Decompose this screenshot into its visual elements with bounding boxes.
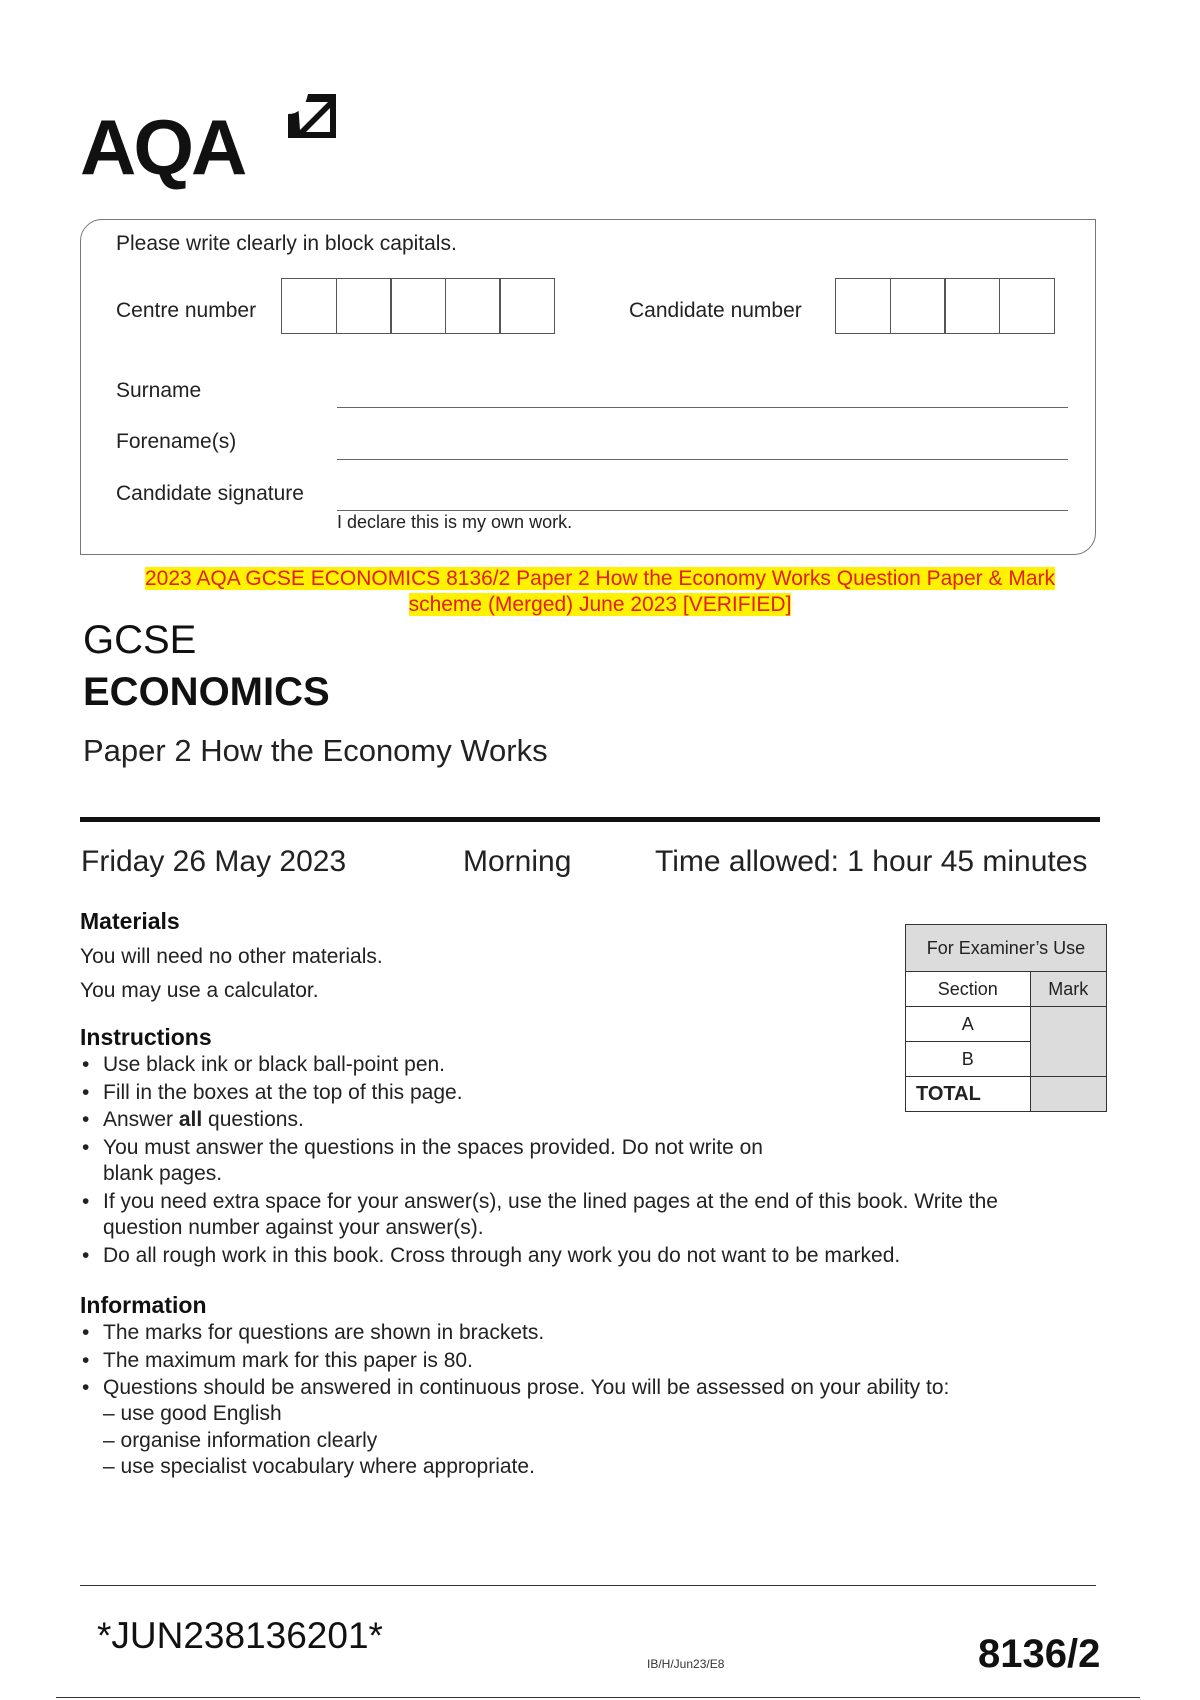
- information-item: • The marks for questions are shown in brackets.: [80, 1320, 1080, 1347]
- item5-line1: If you need extra space for your answer(s), use the lined pages at the end of this book. Write the: [103, 1189, 998, 1213]
- document-title-banner: [80, 566, 1120, 618]
- centre-number-boxes[interactable]: [281, 278, 555, 334]
- instructions-heading: Instructions: [80, 1024, 212, 1050]
- candidate-digit-box[interactable]: [999, 278, 1055, 334]
- information-item: • Questions should be answered in continuous prose. You will be assessed on your ability to:: [80, 1375, 1080, 1402]
- section-column-header: Section: [906, 972, 1031, 1007]
- signature-label: Candidate signature: [116, 482, 304, 505]
- block-capitals-instruction: Please write clearly in block capitals.: [116, 232, 457, 255]
- candidate-digit-box[interactable]: [835, 278, 891, 334]
- instruction-item: • Use black ink or black ball-point pen.: [80, 1052, 1080, 1079]
- instructions-list: [80, 1052, 1080, 1270]
- information-heading: Information: [80, 1292, 207, 1318]
- declaration-text: I declare this is my own work.: [337, 512, 573, 532]
- surname-label: Surname: [116, 379, 202, 402]
- qualification-level: GCSE: [83, 618, 197, 662]
- aqa-logo: [80, 84, 350, 191]
- logo-text: AQA: [80, 103, 245, 191]
- footer-divider: [80, 1585, 1096, 1586]
- page-bottom-rule: [56, 1697, 1140, 1698]
- paper-code: 8136/2: [978, 1632, 1101, 1676]
- section-b-cell: B: [906, 1042, 1031, 1077]
- exam-session: Morning: [463, 845, 572, 878]
- instruction-item: • Fill in the boxes at the top of this page.: [80, 1080, 1080, 1107]
- item4-line1: You must answer the questions in the spaces provided. Do not write on: [103, 1135, 763, 1159]
- candidate-number-label: Candidate number: [629, 299, 802, 322]
- item4-line2: blank pages.: [103, 1162, 223, 1185]
- examiners-use-title: For Examiner’s Use: [906, 925, 1107, 972]
- item5-line2: question number against your answer(s).: [103, 1216, 484, 1239]
- criteria-item: – use good English: [103, 1402, 282, 1425]
- aqa-flag-icon: [286, 90, 340, 146]
- centre-digit-box[interactable]: [336, 278, 392, 334]
- criteria-item: – use specialist vocabulary where appropriate.: [103, 1455, 535, 1478]
- information-list: [80, 1320, 1080, 1403]
- candidate-digit-box[interactable]: [944, 278, 1000, 334]
- forenames-label: Forename(s): [116, 430, 237, 453]
- mark-column-header: Mark: [1030, 972, 1106, 1007]
- banner-line-1: 2023 AQA GCSE ECONOMICS 8136/2 Paper 2 How the Economy Works Question Paper & Mark: [144, 567, 1055, 590]
- candidate-digit-box[interactable]: [890, 278, 946, 334]
- answer-suffix: questions.: [202, 1108, 304, 1131]
- paper-title: Paper 2 How the Economy Works: [83, 733, 548, 768]
- instruction-item: • Do all rough work in this book. Cross through any work you do not want to be marked.: [80, 1243, 1080, 1270]
- instruction-item: [80, 1135, 1080, 1188]
- answer-prefix: Answer: [103, 1108, 179, 1131]
- section-a-cell: A: [906, 1007, 1031, 1042]
- answer-emphasis: all: [178, 1108, 203, 1131]
- centre-digit-box[interactable]: [281, 278, 337, 334]
- surname-field[interactable]: [337, 407, 1068, 408]
- information-item: • The maximum mark for this paper is 80.: [80, 1348, 1080, 1375]
- forenames-field[interactable]: [337, 459, 1068, 460]
- subject-title: ECONOMICS: [83, 670, 330, 714]
- title-divider: [80, 817, 1100, 822]
- centre-number-label: Centre number: [116, 299, 257, 322]
- time-allowed: Time allowed: 1 hour 45 minutes: [655, 845, 1088, 878]
- criteria-item: – organise information clearly: [103, 1428, 378, 1452]
- barcode-text: *JUN238136201*: [97, 1615, 383, 1656]
- materials-line: You will need no other materials.: [80, 945, 383, 968]
- materials-heading: Materials: [80, 908, 180, 934]
- exam-date: Friday 26 May 2023: [81, 845, 347, 878]
- centre-digit-box[interactable]: [390, 278, 446, 334]
- instruction-item: [80, 1189, 1080, 1242]
- assessment-criteria: [80, 1401, 535, 1481]
- materials-line: You may use a calculator.: [80, 979, 319, 1002]
- total-label: TOTAL: [906, 1077, 1031, 1112]
- instruction-item: [80, 1107, 1080, 1134]
- centre-digit-box[interactable]: [499, 278, 555, 334]
- centre-digit-box[interactable]: [445, 278, 501, 334]
- candidate-number-boxes[interactable]: [835, 278, 1055, 334]
- banner-line-2: scheme (Merged) June 2023 [VERIFIED]: [408, 593, 792, 616]
- signature-field[interactable]: [337, 510, 1068, 511]
- paper-reference: IB/H/Jun23/E8: [647, 1657, 725, 1671]
